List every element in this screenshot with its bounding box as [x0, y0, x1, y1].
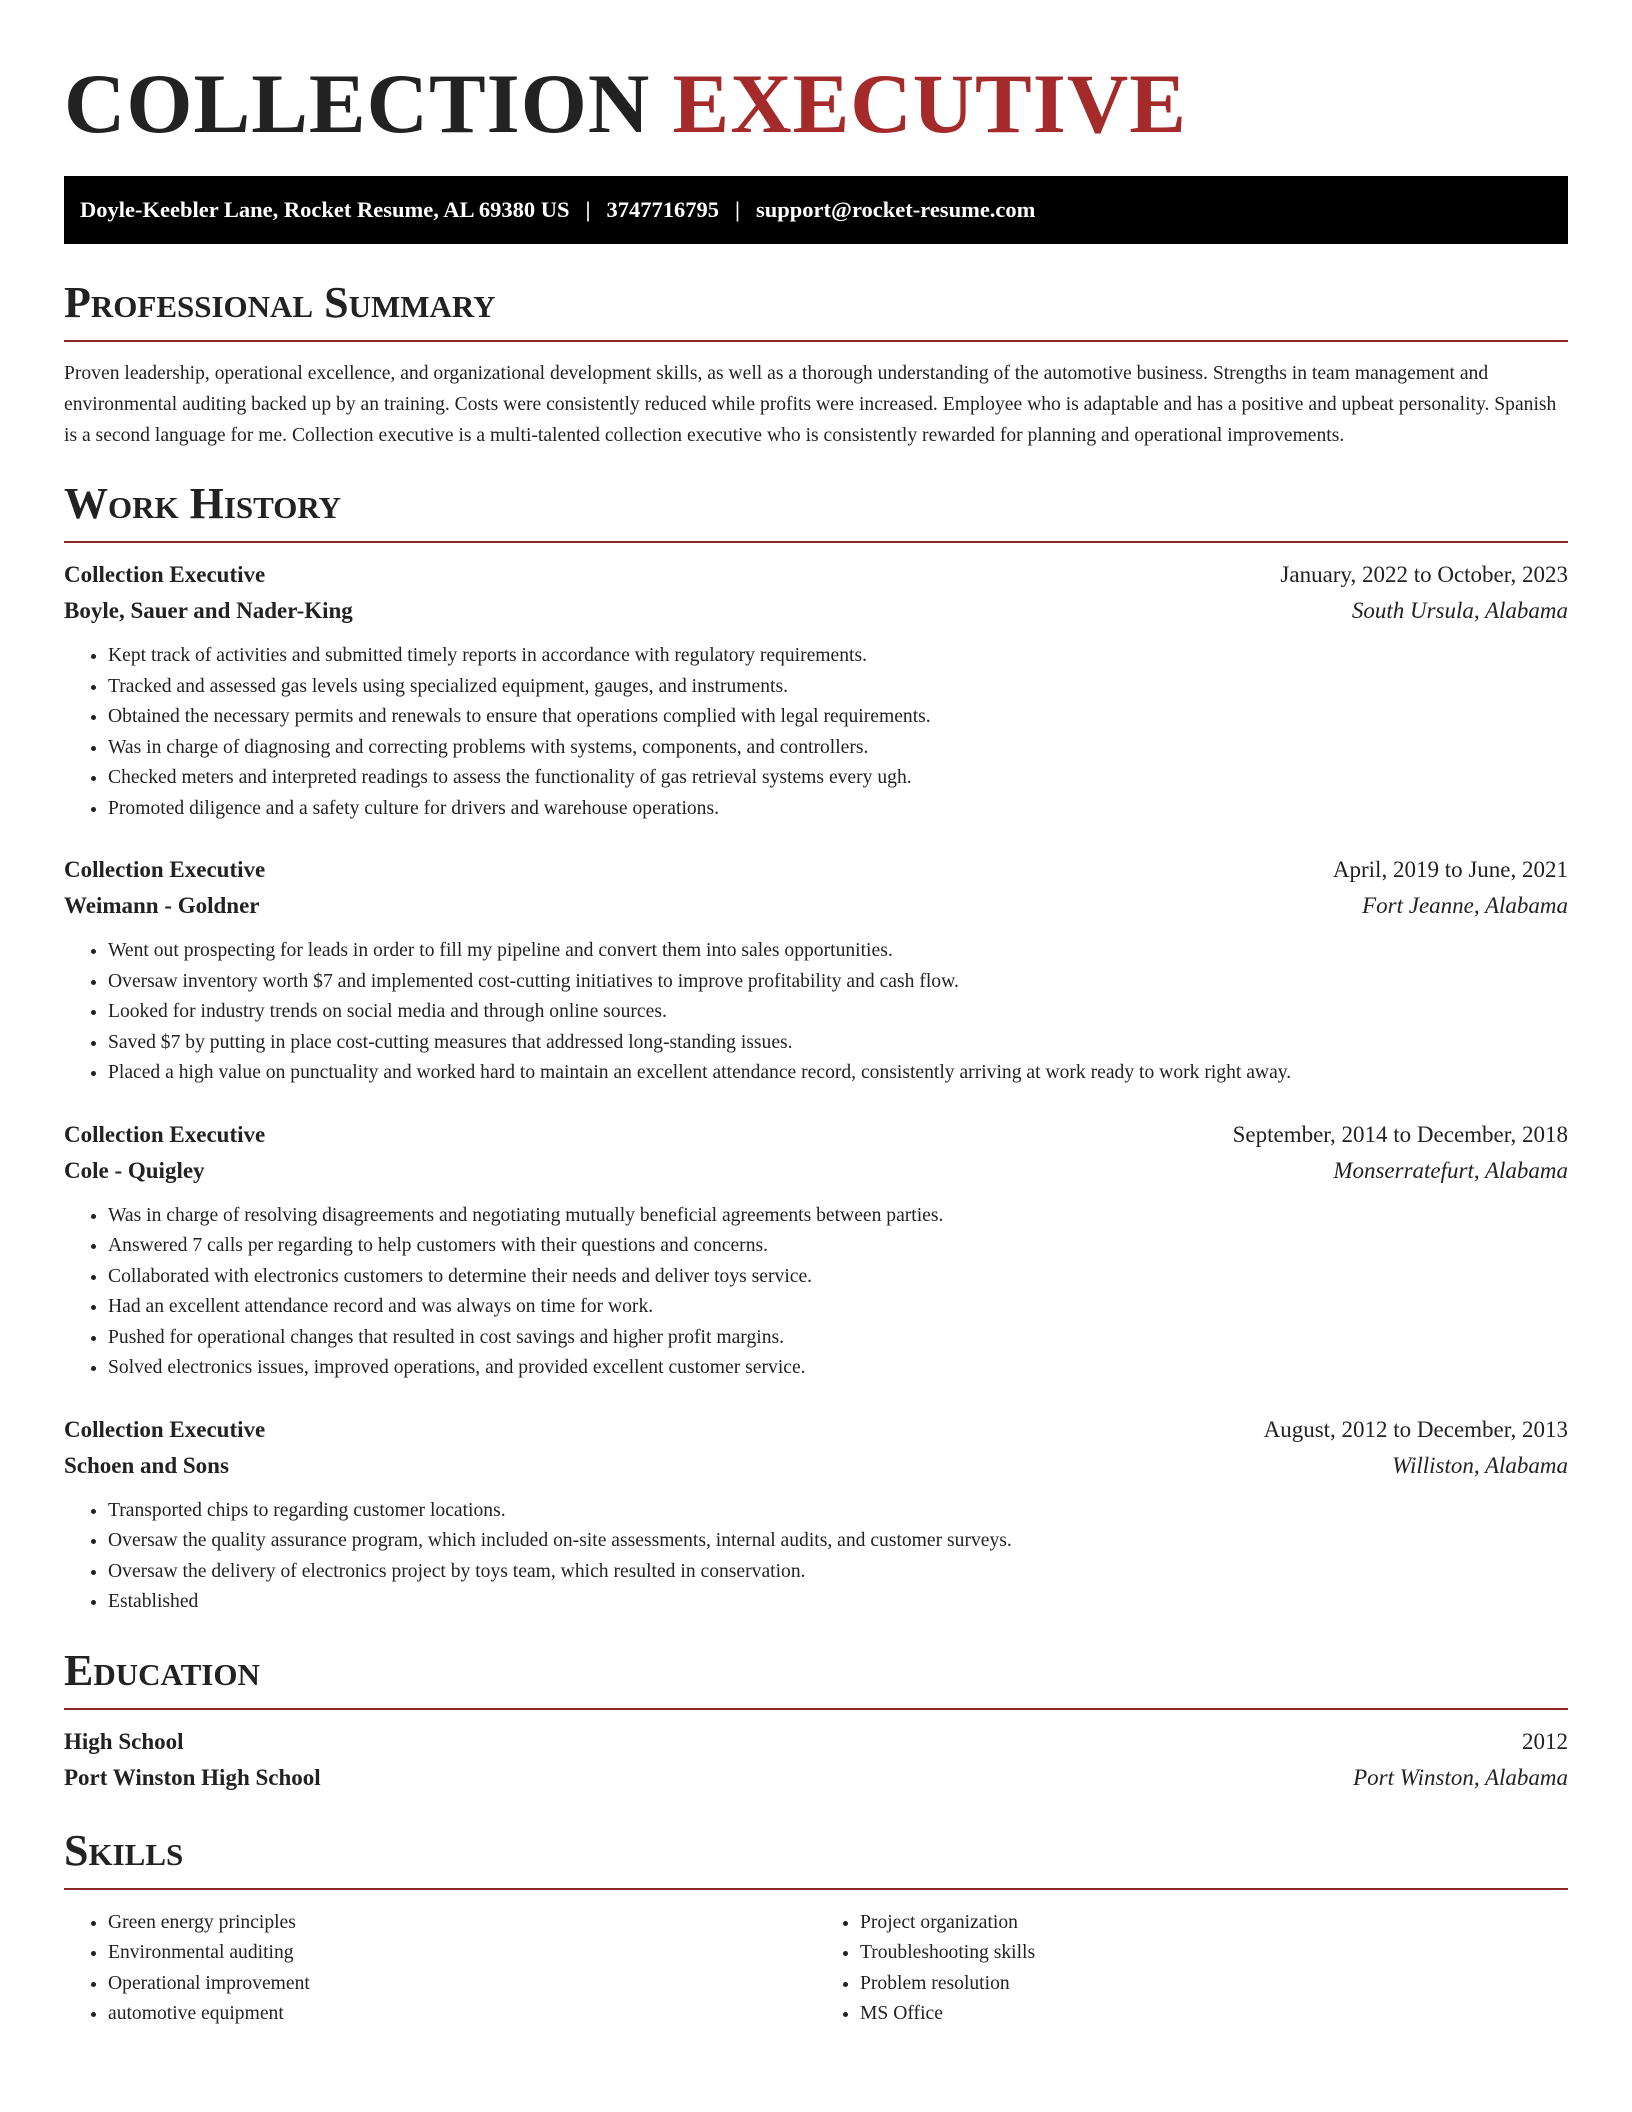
list-item: • Solved electronics issues, improved operations, and provided excellent customer service.: [108, 1353, 1568, 1384]
list-item: • Collaborated with electronics customers to determine their needs and deliver toys service.: [108, 1262, 1568, 1293]
contact-separator: |: [735, 197, 740, 222]
list-item: • Project organization: [860, 1908, 1568, 1939]
job-bullets: [64, 936, 1568, 1089]
work-history-heading: Work History: [64, 479, 342, 528]
list-item: • Oversaw the delivery of electronics project by toys team, which resulted in conservation.: [108, 1557, 1568, 1588]
list-item: • Had an excellent attendance record and was always on time for work.: [108, 1292, 1568, 1323]
job-bullets: [64, 1496, 1568, 1618]
job-title: Collection Executive: [64, 1416, 266, 1442]
job-company: Schoen and Sons: [64, 1452, 229, 1478]
list-item: • Operational improvement: [108, 1969, 816, 2000]
job-location: South Ursula, Alabama: [1351, 598, 1568, 623]
section-divider: [64, 541, 1568, 543]
summary-heading: Professional Summary: [64, 278, 496, 327]
job-company: Weimann - Goldner: [64, 893, 260, 918]
job-company: Cole - Quigley: [64, 1157, 205, 1183]
summary-text: Proven leadership, operational excellence, and organizational development skills, as well as a thorough understanding of the automotive business. Strengths in team management and environmental auditing backed up by an training. Costs were consistently reduced while profits were increased. Employee who is adaptable and has a positive and upbeat personality. Spanish is a second language for me. Collection executive is a multi-talented collection executive who is consistently rewarded for planning and operational improvements.: [64, 363, 1557, 446]
section-divider: [64, 1888, 1568, 1890]
list-item: • Transported chips to regarding customer locations.: [108, 1496, 1568, 1527]
section-divider: [64, 1708, 1568, 1710]
job-entry: [64, 852, 1568, 1089]
list-item: • Checked meters and interpreted readings to assess the functionality of gas retrieval systems every ugh.: [108, 763, 1568, 794]
contact-email: support@rocket-resume.com: [755, 197, 1036, 222]
list-item: • Was in charge of diagnosing and correcting problems with systems, components, and controllers.: [108, 733, 1568, 764]
list-item: • Answered 7 calls per regarding to help customers with their questions and concerns.: [108, 1231, 1568, 1262]
job-company: Boyle, Sauer and Nader-King: [64, 598, 353, 623]
list-item: • Saved $7 by putting in place cost-cutting measures that addressed long-standing issues.: [108, 1028, 1568, 1059]
list-item: • Oversaw the quality assurance program, which included on-site assessments, internal audits, and customer surveys.: [108, 1526, 1568, 1557]
contact-address: Doyle-Keebler Lane, Rocket Resume, AL 69380 US: [80, 197, 570, 222]
job-location: Fort Jeanne, Alabama: [1362, 893, 1568, 918]
job-title: Collection Executive: [64, 562, 266, 587]
title-second-word: EXECUTIVE: [672, 57, 1187, 151]
job-bullets: [64, 1201, 1568, 1384]
list-item: • Obtained the necessary permits and renewals to ensure that operations complied with legal requirements.: [108, 702, 1568, 733]
list-item: • Placed a high value on punctuality and worked hard to maintain an excellent attendance record, consistently arriving at work ready to work right away.: [108, 1058, 1568, 1089]
list-item: • Troubleshooting skills: [860, 1938, 1568, 1969]
job-entry: [64, 1412, 1568, 1618]
skills-list-left: [64, 1908, 816, 2030]
job-location: Monserratefurt, Alabama: [1333, 1157, 1568, 1183]
skills-section: [64, 1826, 1568, 2030]
education-school: Port Winston High School: [64, 1764, 321, 1790]
job-entry: [64, 1117, 1568, 1384]
education-heading: Education: [64, 1645, 260, 1695]
job-dates: January, 2022 to October, 2023: [1280, 562, 1568, 587]
skills-heading: Skills: [64, 1825, 184, 1875]
list-item: • Environmental auditing: [108, 1938, 816, 1969]
summary-section: [64, 278, 1568, 451]
list-item: • Established: [108, 1587, 1568, 1618]
job-dates: April, 2019 to June, 2021: [1332, 857, 1568, 882]
skills-list-right: [816, 1908, 1568, 2030]
contact-separator: |: [585, 197, 591, 222]
education-section: [64, 1646, 1568, 1796]
contact-phone: 3747716795: [606, 197, 720, 222]
list-item: • Problem resolution: [860, 1969, 1568, 2000]
list-item: • MS Office: [860, 1999, 1568, 2030]
job-title: Collection Executive: [64, 1121, 266, 1147]
job-dates: August, 2012 to December, 2013: [1263, 1416, 1568, 1442]
title-first-word: COLLECTION: [64, 57, 651, 151]
resume-title: [64, 54, 1568, 154]
list-item: • Was in charge of resolving disagreements and negotiating mutually beneficial agreements between parties.: [108, 1201, 1568, 1232]
list-item: • Oversaw inventory worth $7 and implemented cost-cutting initiatives to improve profitability and cash flow.: [108, 967, 1568, 998]
list-item: • Kept track of activities and submitted timely reports in accordance with regulatory requirements.: [108, 641, 1568, 672]
list-item: • Went out prospecting for leads in order to fill my pipeline and convert them into sales opportunities.: [108, 936, 1568, 967]
contact-bar: [64, 176, 1568, 244]
list-item: • Looked for industry trends on social media and through online sources.: [108, 997, 1568, 1028]
section-divider: [64, 340, 1568, 342]
list-item: • Promoted diligence and a safety culture for drivers and warehouse operations.: [108, 794, 1568, 825]
job-title: Collection Executive: [64, 857, 266, 882]
list-item: • automotive equipment: [108, 1999, 816, 2030]
list-item: • Pushed for operational changes that resulted in cost savings and higher profit margins.: [108, 1323, 1568, 1354]
education-location: Port Winston, Alabama: [1353, 1764, 1568, 1790]
job-location: Williston, Alabama: [1392, 1452, 1568, 1478]
work-history-section: [64, 479, 1568, 1618]
job-entry: [64, 557, 1568, 824]
list-item: • Green energy principles: [108, 1908, 816, 1939]
education-year: 2012: [1522, 1728, 1568, 1754]
list-item: • Tracked and assessed gas levels using specialized equipment, gauges, and instruments.: [108, 672, 1568, 703]
education-degree: High School: [64, 1728, 184, 1754]
skills-grid: [64, 1908, 1568, 2030]
job-dates: September, 2014 to December, 2018: [1232, 1121, 1568, 1147]
job-bullets: [64, 641, 1568, 824]
